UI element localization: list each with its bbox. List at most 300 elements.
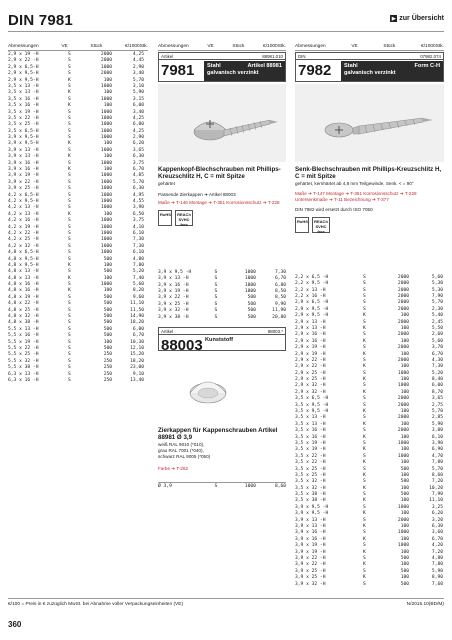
- cell-ve: S: [363, 281, 366, 287]
- cell-price: 14,90: [130, 314, 144, 320]
- cell-length: x 22 -H: [169, 295, 189, 301]
- cell-diameter: 2,9: [8, 58, 17, 64]
- cell-qty: 1000: [100, 218, 112, 224]
- cell-diameter: 2,9: [295, 377, 304, 383]
- cell-qty: 1000: [100, 179, 112, 185]
- iso-note: DIN 7982 wird ersetzt durch ISO 7050: [295, 206, 373, 212]
- cell-length: x 22 -H: [306, 460, 326, 466]
- cell-ve: S: [68, 198, 71, 204]
- cell-price: 5,20: [431, 370, 443, 376]
- cell-length: x 16 -H: [306, 536, 326, 542]
- cell-qty: 500: [400, 568, 409, 574]
- price-table-3: [295, 275, 444, 588]
- article-box: [158, 52, 286, 82]
- cell-ve: K: [363, 536, 366, 542]
- cell-qty: 500: [400, 466, 409, 472]
- cell-diameter: 3,5: [295, 485, 304, 491]
- cell-qty: 2000: [397, 357, 409, 363]
- cell-qty: 500: [400, 581, 409, 587]
- material: Stahl: [207, 63, 221, 69]
- cell-qty: 100: [400, 549, 409, 555]
- color-link[interactable]: Farbe ➔ T-262: [158, 465, 189, 471]
- cell-diameter: 3,5: [295, 434, 304, 440]
- cell-diameter: 3,5: [8, 122, 17, 128]
- cell-price: 7,30: [132, 237, 144, 243]
- cell-ve: S: [363, 428, 366, 434]
- cell-price: 3,40: [132, 109, 144, 115]
- product-note-3: gehärtet, kernhärtet ab 4,8 mm Teilgewinde, Senk. < = 90°: [295, 180, 414, 186]
- article-box-88003: [158, 327, 286, 354]
- cell-ve: S: [68, 371, 71, 377]
- cell-diameter: 4,2: [8, 230, 17, 236]
- product-image-countersunk: [295, 84, 444, 162]
- cell-price: 8,20: [132, 288, 144, 294]
- article-number: 88003.*: [267, 328, 283, 334]
- cell-qty: 2000: [397, 281, 409, 287]
- cell-price: 3,15: [132, 96, 144, 102]
- cell-diameter: 3,5: [8, 96, 17, 102]
- cell-qty: 100: [400, 485, 409, 491]
- cell-price: 5,90: [132, 90, 144, 96]
- cell-ve: S: [214, 288, 218, 294]
- table-row: [158, 482, 286, 488]
- cell-qty: 1000: [100, 64, 112, 70]
- cell-length: x 13 -H: [19, 371, 39, 377]
- cell-ve: S: [68, 377, 71, 383]
- cell-qty: 1000: [100, 230, 112, 236]
- cell-ve: K: [68, 141, 71, 147]
- cell-diameter: 4,8: [8, 262, 17, 268]
- cell-ve: S: [68, 224, 71, 230]
- cell-ve: K: [363, 409, 366, 415]
- cell-ve: S: [363, 357, 366, 363]
- cell-ve: S: [363, 556, 366, 561]
- cell-ve: K: [68, 288, 71, 294]
- cell-price: 5,50: [431, 325, 443, 331]
- cell-price: 6,30: [132, 186, 144, 192]
- cell-diameter: 4,2: [8, 218, 17, 224]
- cell-ve: K: [68, 167, 71, 173]
- cell-price: 6,50: [132, 211, 144, 217]
- cell-length: x 19 -H: [306, 543, 326, 549]
- cell-length: x 13 -H: [19, 211, 39, 217]
- table-row: [295, 582, 444, 588]
- cell-qty: 1000: [397, 370, 409, 376]
- cell-length: x 22 -H: [19, 115, 39, 121]
- accessory-reference: Passende Zierkappen ➔ Artikel 88003: [158, 191, 236, 197]
- cell-length: x 19 -H: [19, 294, 39, 300]
- cell-price: 2,45: [431, 319, 443, 325]
- header-qty: Stück: [232, 44, 245, 49]
- cell-ve: S: [363, 479, 366, 485]
- cell-diameter: 6,3: [8, 371, 17, 377]
- cell-price: 6,70: [431, 536, 443, 542]
- cell-qty: 100: [400, 338, 409, 344]
- cell-length: x 19 -H: [19, 224, 39, 230]
- page-header: [8, 12, 444, 32]
- cell-diameter: 3,5: [8, 83, 17, 89]
- product-image-cap: [158, 353, 286, 423]
- cell-price: 3,75: [132, 218, 144, 224]
- cell-price: 4,80: [431, 556, 443, 561]
- cell-price: 3,10: [132, 83, 144, 89]
- reach-icon: REACh SVHC free: [312, 217, 330, 233]
- cell-length: x 9,5-H: [19, 141, 39, 147]
- cell-length: x 13 -H: [19, 269, 39, 275]
- cell-qty: 250: [103, 358, 112, 364]
- cell-price: 3,60: [431, 530, 443, 536]
- footer-note: €/100 = Preis in € zuzüglich MwSt. bei Abnahme voller Verpackungseinheiten (VE): [8, 602, 184, 607]
- cell-ve: S: [68, 96, 71, 102]
- cell-length: x 25 -H: [19, 122, 39, 128]
- cell-ve: K: [363, 421, 366, 427]
- article-ref: Artikel 88981: [247, 63, 282, 69]
- cell-qty: 1000: [397, 383, 409, 389]
- cell-price: 11,10: [429, 498, 443, 504]
- cell-diameter: 3,9: [295, 511, 304, 517]
- cell-qty: 500: [247, 301, 256, 307]
- header-price: €/1000Stk.: [263, 44, 286, 49]
- cell-diameter: 3,9: [158, 314, 167, 320]
- cell-ve: S: [68, 58, 71, 64]
- cell-diameter: 4,8: [8, 282, 17, 288]
- cell-length: x 19 -H: [306, 345, 326, 351]
- cell-ve: K: [363, 313, 366, 319]
- cell-diameter: 2,9: [295, 319, 304, 325]
- cell-ve: S: [68, 352, 71, 358]
- cell-length: x 32 -H: [306, 581, 326, 587]
- cell-qty: 500: [103, 320, 112, 326]
- cell-length: x 38 -H: [19, 365, 39, 371]
- cell-diameter: 3,5: [295, 460, 304, 466]
- cell-length: x 6,5-H: [19, 128, 39, 134]
- cell-length: x 32 -H: [306, 383, 326, 389]
- cell-ve: S: [68, 218, 71, 224]
- header-qty: Stück: [90, 44, 103, 49]
- cell-length: x 9,5-H: [19, 256, 39, 262]
- material: Kunststoff: [205, 336, 233, 343]
- cell-diameter: 4,8: [8, 288, 17, 294]
- cell-price: 11,90: [272, 308, 287, 314]
- cell-diameter: 4,2: [8, 211, 17, 217]
- cell-diameter: 3,9: [295, 504, 304, 510]
- cell-qty: 100: [400, 364, 409, 370]
- cell-ve: S: [68, 83, 71, 89]
- cell-qty: 1000: [100, 83, 112, 89]
- cell-ve: S: [363, 287, 366, 293]
- article-label: Artikel: [161, 54, 174, 59]
- cell-qty: 2000: [397, 293, 409, 299]
- cell-diameter: 2,2: [295, 287, 304, 293]
- cell-diameter: 2,2: [295, 293, 304, 299]
- cell-price: 5,70: [431, 300, 443, 306]
- cell-price: 5,20: [132, 269, 144, 275]
- cell-diameter: 4,2: [8, 243, 17, 249]
- cell-qty: 2000: [397, 300, 409, 306]
- cell-qty: 1000: [397, 453, 409, 459]
- cell-ve: S: [363, 581, 366, 587]
- cell-ve: K: [363, 511, 366, 517]
- cell-ve: K: [363, 524, 366, 530]
- cell-qty: 100: [400, 498, 409, 504]
- cell-ve: S: [363, 415, 366, 421]
- cell-price: 10,30: [130, 339, 144, 345]
- article-material-band: [341, 61, 443, 81]
- cell-diameter: 3,5: [295, 415, 304, 421]
- cell-qty: 100: [103, 167, 112, 173]
- cell-length: x 16 -H: [19, 160, 39, 166]
- cell-price: 7,80: [132, 262, 144, 268]
- cell-price: 6,10: [132, 230, 144, 236]
- cell-price: 3,65: [132, 147, 144, 153]
- cell-length: x 16 -H: [19, 282, 39, 288]
- cell-diameter: 2,2: [295, 274, 304, 280]
- cell-price: 2,75: [431, 402, 443, 408]
- cell-diameter: 2,9: [295, 306, 304, 312]
- cell-qty: 500: [103, 326, 112, 332]
- page-title: DIN 7981: [8, 12, 73, 29]
- cell-length: x 9,5 -H: [306, 281, 329, 287]
- cell-price: 2,60: [431, 332, 443, 338]
- cell-ve: K: [68, 262, 71, 268]
- cell-price: 5,60: [431, 338, 443, 344]
- color-options: weiß RAL 9010 (*010), grau RAL 7001 (*040), schwarz RAL 9005 (*050): [158, 441, 211, 459]
- cell-ve: S: [68, 358, 71, 364]
- cell-qty: 100: [400, 434, 409, 440]
- cell-price: 3,20: [431, 517, 443, 523]
- cell-diameter: 2,9: [295, 313, 304, 319]
- cell-diameter: 3,9: [295, 530, 304, 536]
- cell-price: 6,80: [274, 282, 287, 288]
- cell-qty: 100: [400, 409, 409, 415]
- cell-ve: S: [68, 160, 71, 166]
- cell-price: 6,00: [431, 383, 443, 389]
- cell-qty: 1000: [100, 122, 112, 128]
- cell-length: x 9,5 -H: [306, 306, 329, 312]
- cell-length: x 13 -H: [306, 325, 326, 331]
- cell-ve: S: [214, 295, 218, 301]
- cell-length: x 16 -H: [19, 167, 39, 173]
- cell-ve: S: [363, 568, 366, 574]
- cell-diameter: 2,9: [295, 357, 304, 363]
- cell-length: x 9,5-H: [19, 71, 39, 77]
- cell-length: x 22 -H: [306, 357, 326, 363]
- cell-diameter: 5,5: [8, 365, 17, 371]
- cell-qty: 250: [103, 377, 112, 383]
- cell-price: 15,20: [130, 352, 144, 358]
- cell-diameter: 3,5: [295, 402, 304, 408]
- cell-length: x 16 -H: [306, 428, 326, 434]
- cell-ve: S: [363, 332, 366, 338]
- cell-ve: S: [68, 326, 71, 332]
- cell-price: 4,25: [132, 52, 144, 57]
- cell-qty: 500: [103, 314, 112, 320]
- cell-ve: S: [68, 365, 71, 371]
- cell-length: x 16 -H: [19, 218, 39, 224]
- cell-diameter: 3,9: [8, 135, 17, 141]
- cell-price: 6,70: [274, 276, 287, 282]
- cell-ve: S: [363, 293, 366, 299]
- cell-qty: 2000: [397, 306, 409, 312]
- cell-ve: S: [68, 135, 71, 141]
- cell-diameter: 3,9: [295, 524, 304, 530]
- cell-length: x 13 -H: [19, 147, 39, 153]
- cell-ve: S: [68, 173, 71, 179]
- cell-price: 4,85: [132, 173, 144, 179]
- cell-ve: S: [68, 71, 71, 77]
- cell-price: 8,40: [431, 377, 443, 383]
- cell-length: x 16 -H: [19, 288, 39, 294]
- cell-price: 5,30: [431, 281, 443, 287]
- cell-length: x 25 -H: [19, 352, 39, 358]
- cell-length: x 16 -H: [19, 96, 39, 102]
- price-table-2: [158, 270, 286, 321]
- reach-icon: REACh SVHC free: [175, 210, 193, 226]
- cap-icon: [190, 382, 226, 403]
- cell-length: x 6,5 -H: [306, 274, 329, 280]
- cell-diameter: 3,5: [295, 498, 304, 504]
- cell-ve: S: [214, 282, 218, 288]
- cell-price: 4,45: [132, 58, 144, 64]
- cell-length: x 25 -H: [306, 568, 326, 574]
- header-ve: VE: [351, 44, 358, 49]
- cell-length: x 9,5 -H: [306, 409, 329, 415]
- cell-dimension: [158, 315, 214, 321]
- cell-length: x 19 -H: [306, 549, 326, 555]
- overview-link[interactable]: [390, 15, 444, 22]
- cell-length: x 13 -H: [19, 205, 39, 211]
- cell-diameter: 3,5: [295, 396, 304, 402]
- cell-qty: 500: [103, 307, 112, 313]
- cell-length: x 6,5 -H: [306, 300, 329, 306]
- form: Form C-H: [414, 63, 440, 69]
- cell-diameter: 3,5: [295, 447, 304, 453]
- cell-diameter: 3,5: [8, 90, 17, 96]
- cell-price: 9,60: [132, 294, 144, 300]
- compliance-icons: [295, 217, 444, 233]
- cell-price: 2,85: [431, 415, 443, 421]
- cell-qty: 100: [103, 288, 112, 294]
- cell-diameter: 3,9: [8, 160, 17, 166]
- cell-qty: 500: [103, 345, 112, 351]
- article-code: 7981: [161, 62, 195, 79]
- cell-ve: K: [363, 364, 366, 370]
- price-table-1: [8, 52, 148, 384]
- cell-ve: S: [68, 301, 71, 307]
- cell-qty: 1000: [100, 135, 112, 141]
- cell-ve: S: [363, 383, 366, 389]
- cell-qty: 100: [103, 103, 112, 109]
- cell-diameter: 4,8: [8, 294, 17, 300]
- reference-links-1[interactable]: Maße ➔ T-146 Montage ➔ T-351 Korrosionsschutz ➔ T-228: [158, 199, 280, 205]
- cell-ve: S: [214, 276, 218, 282]
- cell-price: 3,90: [132, 205, 144, 211]
- cell-qty: 2000: [397, 517, 409, 523]
- cell-length: x 38 -H: [306, 498, 326, 504]
- cell-qty: 1000: [100, 115, 112, 121]
- cell-length: x 19 -H: [306, 351, 326, 357]
- cell-diameter: 4,2: [8, 205, 17, 211]
- cell-length: x 9,5 -H: [306, 402, 329, 408]
- cell-price: 18,20: [130, 320, 144, 326]
- cell-price: 3,25: [431, 504, 443, 510]
- cell-qty: 100: [400, 562, 409, 568]
- cell-qty: 1000: [100, 160, 112, 166]
- cell-diameter: 2,9: [295, 383, 304, 389]
- cell-ve: S: [68, 282, 71, 288]
- cell-qty: 100: [103, 211, 112, 217]
- cell-length: x 13 -H: [19, 326, 39, 332]
- cell-price: 7,60: [431, 581, 443, 587]
- article-label: DIN: [298, 54, 306, 59]
- cell-qty: 1000: [397, 543, 409, 549]
- cell-length: x 32 -H: [306, 485, 326, 491]
- cell-ve: S: [214, 483, 218, 489]
- cell-length: x 32 -H: [19, 243, 39, 249]
- cell-price: 5,70: [431, 466, 443, 472]
- cell-qty: 500: [103, 301, 112, 307]
- cell-length: x 38 -H: [19, 320, 39, 326]
- cell-qty: 1000: [100, 243, 112, 249]
- cell-price: 4,80: [132, 256, 144, 262]
- page-footer: [8, 598, 444, 607]
- cell-price: 4,25: [132, 115, 144, 121]
- cell-ve: S: [363, 504, 366, 510]
- footer-code: N/2015.10(BD/M): [406, 602, 444, 607]
- cell-qty: 1000: [100, 128, 112, 134]
- cell-diameter: 3,9: [295, 562, 304, 568]
- cell-diameter: 3,9: [8, 154, 17, 160]
- reference-links-3[interactable]: Maße ➔ T-147 Montage ➔ T-351 Korrosionsschutz ➔ T-228 Untersenkmaße ➔ T-11 Bezeichnung ➔ T-377: [295, 190, 417, 202]
- cell-price: 13,40: [130, 377, 144, 383]
- cell-ve: S: [68, 192, 71, 198]
- cell-qty: 2000: [397, 287, 409, 293]
- cell-ve: K: [68, 275, 71, 281]
- overview-link-label: zur Übersicht: [399, 15, 444, 22]
- cell-length: x 25 -H: [306, 472, 326, 478]
- cell-price: 6,00: [132, 326, 144, 332]
- article-code: 88003: [161, 336, 203, 354]
- cell-length: x 22 -H: [19, 301, 39, 307]
- cell-diameter: 3,5: [295, 453, 304, 459]
- cell-price: 4,10: [132, 224, 144, 230]
- header-dimensions: Abmessungen: [158, 44, 189, 49]
- cell-ve: S: [68, 320, 71, 326]
- cell-diameter: 2,9: [295, 351, 304, 357]
- cell-diameter: 3,9: [8, 186, 17, 192]
- cell-price: 12,10: [130, 345, 144, 351]
- cell-qty: 100: [400, 351, 409, 357]
- material: Stahl: [344, 63, 358, 69]
- cell-diameter: 3,9: [158, 282, 167, 288]
- header-ve: VE: [61, 44, 68, 49]
- cell-qty: 250: [103, 371, 112, 377]
- cell-diameter: 3,5: [295, 428, 304, 434]
- cell-length: x 9,5-H: [19, 135, 39, 141]
- cell-ve: S: [68, 333, 71, 339]
- article-number: 07982.074: [420, 54, 441, 59]
- cell-ve: S: [68, 122, 71, 128]
- cell-length: x 16 -H: [306, 434, 326, 440]
- cell-length: x 13 -H: [19, 275, 39, 281]
- cell-ve: S: [68, 115, 71, 121]
- cell-qty: 1000: [244, 282, 256, 288]
- cell-price: 7,90: [431, 293, 443, 299]
- cell-ve: S: [68, 237, 71, 243]
- cell-diameter: 2,9: [295, 389, 304, 395]
- cell-qty: 1000: [100, 173, 112, 179]
- cell-price: 6,90: [431, 447, 443, 453]
